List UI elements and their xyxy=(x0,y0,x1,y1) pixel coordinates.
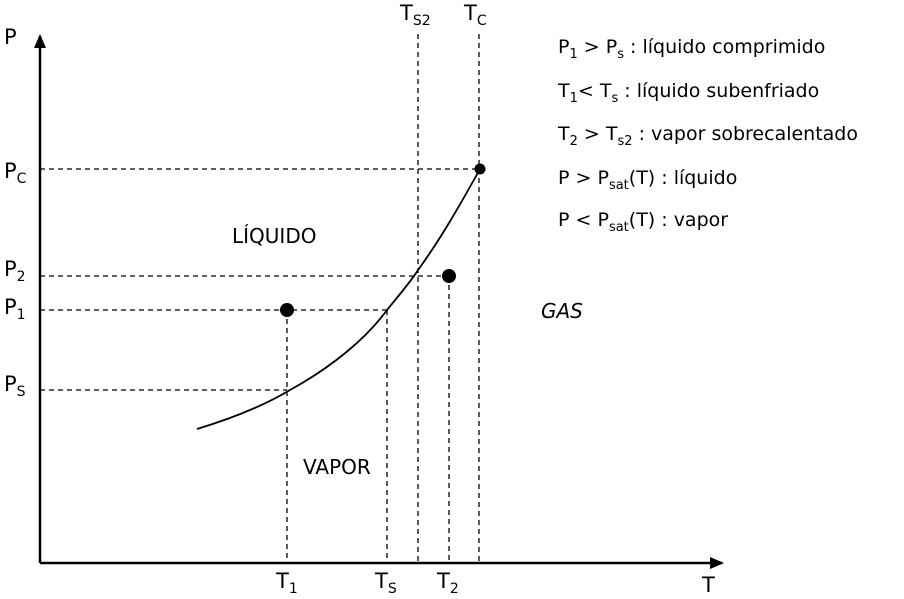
ts-tick-label: $T_S$ xyxy=(375,569,397,597)
critical-point xyxy=(475,164,486,175)
gas-region-label: GAS xyxy=(541,299,583,323)
p2-tick-label: $P_2$ xyxy=(4,257,26,285)
vapor-region-label: VAPOR xyxy=(303,455,371,479)
pc-tick-label: $P_C$ xyxy=(4,159,27,187)
legend-line-3: $T_2 > T_{s2}$ : vapor sobrecalentado xyxy=(558,123,858,149)
state-point-1 xyxy=(280,303,294,317)
legend-line-1: $P_1 > P_s$ : líquido comprimido xyxy=(558,36,826,62)
p-axis-label: P xyxy=(4,25,17,49)
legend-line-4: $P > P_{sat}(T)$ : líquido xyxy=(558,167,738,193)
legend-line-5: $P < P_{sat}(T)$ : vapor xyxy=(558,209,729,235)
p1-tick-label: $P_1$ xyxy=(4,295,26,323)
legend-line-2: $T_1< T_s$ : líquido subenfriado xyxy=(558,80,820,106)
state-point-2 xyxy=(442,269,456,283)
tc-tick-label: $T_C$ xyxy=(464,1,487,29)
t-axis-label: T xyxy=(702,573,715,597)
liquid-region-label: LÍQUIDO xyxy=(232,224,317,248)
legend xyxy=(557,36,858,235)
t2-tick-label: $T_2$ xyxy=(437,569,459,597)
t1-tick-label: $T_1$ xyxy=(276,569,298,597)
ts2-tick-label: $T_{S2}$ xyxy=(400,1,431,29)
ps-tick-label: $P_S$ xyxy=(4,372,26,400)
